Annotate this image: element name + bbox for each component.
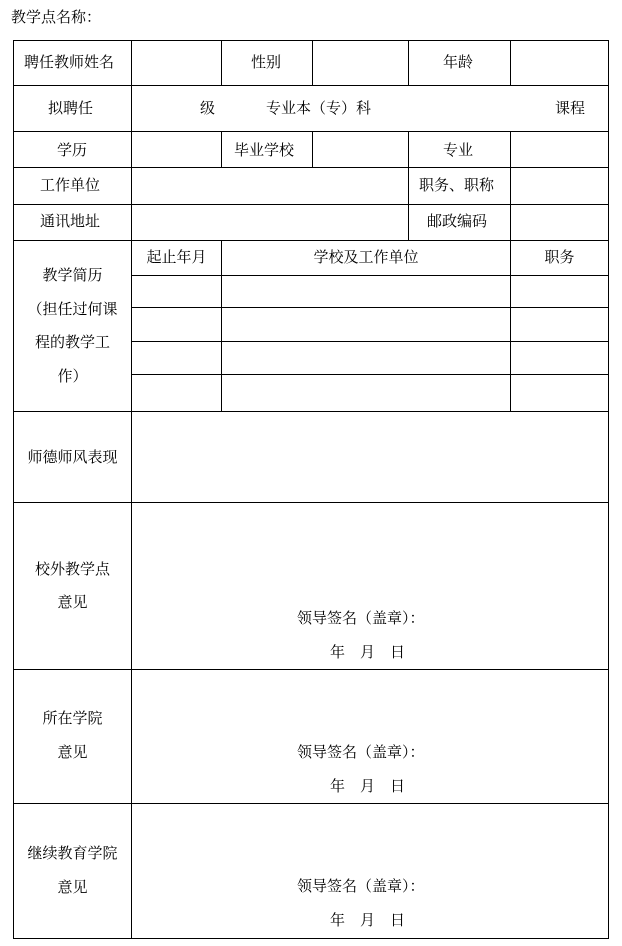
external-point-opinion-label: 校外教学点 <box>34 560 110 578</box>
gender-label: 性别 <box>251 53 282 71</box>
resume-institution-field[interactable] <box>222 276 510 307</box>
resume-period-field[interactable] <box>132 276 221 307</box>
resume-label-line: 作） <box>57 367 88 385</box>
continuing-education-opinion-label: 意见 <box>57 878 88 896</box>
resume-period-field[interactable] <box>132 375 221 411</box>
resume-position-field[interactable] <box>511 276 608 307</box>
resume-label-line: 程的教学工 <box>34 333 110 351</box>
teaching-point-name-label: 教学点名称： <box>11 8 102 26</box>
signature-date: 年 月 日 <box>330 643 406 661</box>
gender-field[interactable] <box>313 41 408 85</box>
college-opinion-label: 意见 <box>57 743 88 761</box>
resume-position-field[interactable] <box>511 342 608 374</box>
college-opinion-label: 所在学院 <box>42 709 103 727</box>
address-label: 通讯地址 <box>40 212 101 230</box>
level-text: 级 <box>200 99 216 117</box>
resume-institution-field[interactable] <box>222 342 510 374</box>
external-point-opinion-label: 意见 <box>57 593 88 611</box>
workplace-field[interactable] <box>132 168 408 204</box>
education-label: 学历 <box>57 141 88 159</box>
leader-signature-label: 领导签名（盖章）： <box>297 743 425 761</box>
age-label: 年龄 <box>443 53 474 71</box>
signature-date: 年 月 日 <box>330 911 406 929</box>
leader-signature-label: 领导签名（盖章）： <box>297 877 425 895</box>
leader-signature-label: 领导签名（盖章）： <box>297 609 425 627</box>
signature-date: 年 月 日 <box>330 777 406 795</box>
resume-institution-field[interactable] <box>222 308 510 341</box>
graduate-school-field[interactable] <box>313 132 408 167</box>
major-field[interactable] <box>511 132 608 167</box>
graduate-school-label: 毕业学校 <box>234 141 295 159</box>
resume-label-line: （担任过何课 <box>27 300 118 318</box>
postcode-field[interactable] <box>511 205 608 240</box>
continuing-education-opinion-field[interactable] <box>132 804 608 870</box>
resume-period-field[interactable] <box>132 308 221 341</box>
resume-period-field[interactable] <box>132 342 221 374</box>
age-field[interactable] <box>511 41 608 85</box>
address-field[interactable] <box>132 205 408 240</box>
teacher-name-field[interactable] <box>132 41 221 85</box>
position-label: 拟聘任 <box>48 99 94 117</box>
resume-position-field[interactable] <box>511 308 608 341</box>
course-text: 课程 <box>555 99 586 117</box>
degree-text: 专业本（专）科 <box>266 99 372 117</box>
resume-col-position: 职务 <box>544 248 575 266</box>
job-title-field[interactable] <box>511 168 608 204</box>
college-opinion-field[interactable] <box>132 670 608 736</box>
external-point-opinion-field[interactable] <box>132 503 608 603</box>
continuing-education-opinion-label: 继续教育学院 <box>27 844 118 862</box>
resume-position-field[interactable] <box>511 375 608 411</box>
resume-institution-field[interactable] <box>222 375 510 411</box>
teacher-name-label: 聘任教师姓名 <box>24 53 115 71</box>
resume-col-period: 起止年月 <box>146 248 207 266</box>
education-field[interactable] <box>132 132 221 167</box>
major-label: 专业 <box>443 141 474 159</box>
job-title-label: 职务、职称 <box>419 176 495 194</box>
ethics-field[interactable] <box>132 412 608 502</box>
resume-label-line: 教学简历 <box>42 266 103 284</box>
ethics-label: 师德师风表现 <box>27 448 118 466</box>
postcode-label: 邮政编码 <box>427 212 488 230</box>
resume-col-institution: 学校及工作单位 <box>313 248 419 266</box>
workplace-label: 工作单位 <box>40 176 101 194</box>
